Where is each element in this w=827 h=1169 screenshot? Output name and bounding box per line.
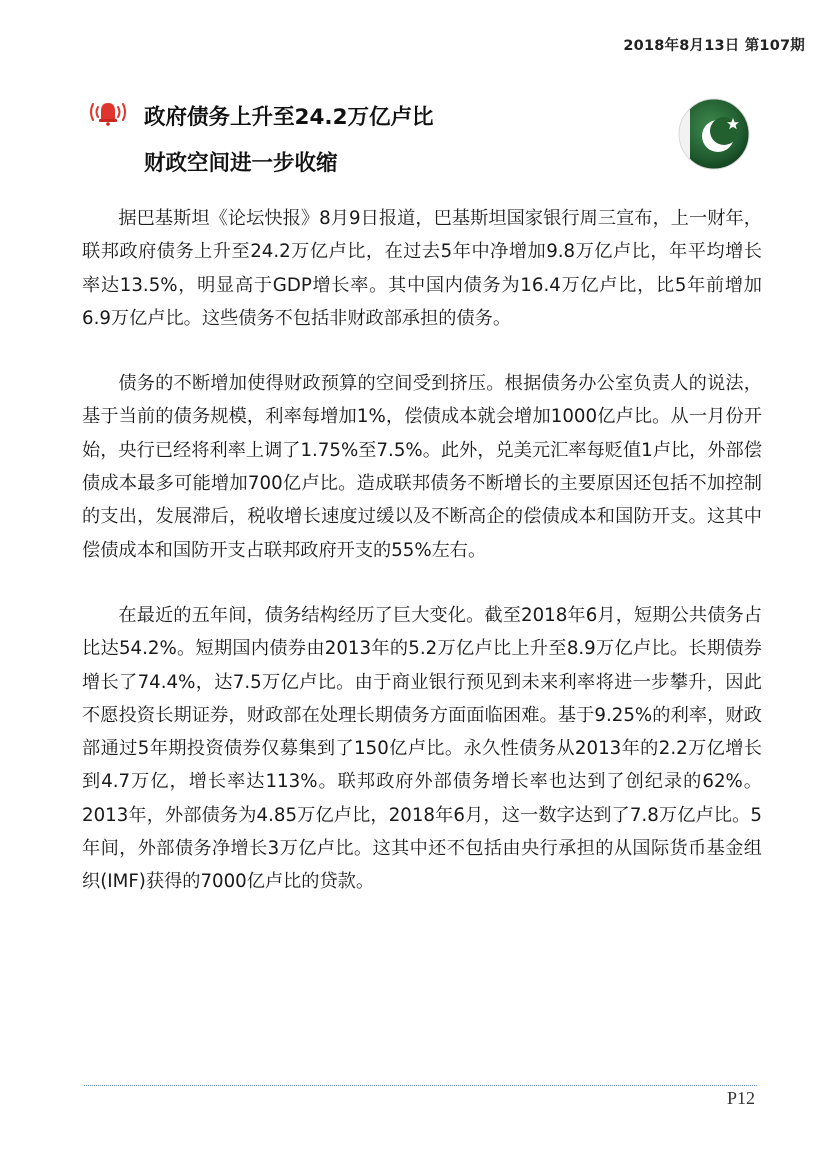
- article-title-line-1: 政府债务上升至24.2万亿卢比: [144, 105, 434, 130]
- footer-divider: [84, 1085, 757, 1086]
- article-paragraph-2: 债务的不断增加使得财政预算的空间受到挤压。根据债务办公室负责人的说法，基于当前的债务规模，利率每增加1%，偿债成本就会增加1000亿卢比。从一月份开始，央行已经将利率上调了1.75%至7.5%。此外，兑美元汇率每贬值1卢比，外部偿债成本最多可能增加700亿卢比。造成联邦债务不断增长的主要原因还包括不加控制的支出，发展滞后，税收增长速度过缓以及不断高企的偿债成本和国防开支。这其中偿债成本和国防开支占联邦政府开支的55%左右。: [82, 373, 762, 561]
- article-body: [82, 202, 762, 931]
- page-number: P12: [726, 1088, 755, 1108]
- article-title-line-2: 财政空间进一步收缩: [144, 151, 338, 176]
- pakistan-flag-icon: [678, 98, 750, 170]
- article-paragraph-3: 在最近的五年间，债务结构经历了巨大变化。截至2018年6月，短期公共债务占比达54.2%。短期国内债券由2013年的5.2万亿卢比上升至8.9万亿卢比。长期债券增长了74.4%，达7.5万亿卢比。由于商业银行预见到未来利率将进一步攀升，因此不愿投资长期证券，财政部在处理长期债务方面面临困难。基于9.25%的利率，财政部通过5年期投资债券仅募集到了150亿卢比。永久性债务从2013年的2.2万亿增长到4.7万亿，增长率达113%。联邦政府外部债务增长率也达到了创纪录的62%。2013年，外部债务为4.85万亿卢比，2018年6月，这一数字达到了7.8万亿卢比。5年间，外部债务净增长3万亿卢比。这其中还不包括由央行承担的从国际货币基金组织(IMF)获得的7000亿卢比的贷款。: [82, 604, 762, 893]
- article-paragraph-1: 据巴基斯坦《论坛快报》8月9日报道，巴基斯坦国家银行周三宣布，上一财年，联邦政府债务上升至24.2万亿卢比，在过去5年中净增加9.8万亿卢比，年平均增长率达13.5%，明显高于GDP增长率。其中国内债务为16.4万亿卢比，比5年前增加6.9万亿卢比。这些债务不包括非财政部承担的债务。: [82, 208, 762, 329]
- issue-date-header: 2018年8月13日 第107期: [623, 38, 805, 54]
- alarm-bell-icon: [87, 98, 129, 126]
